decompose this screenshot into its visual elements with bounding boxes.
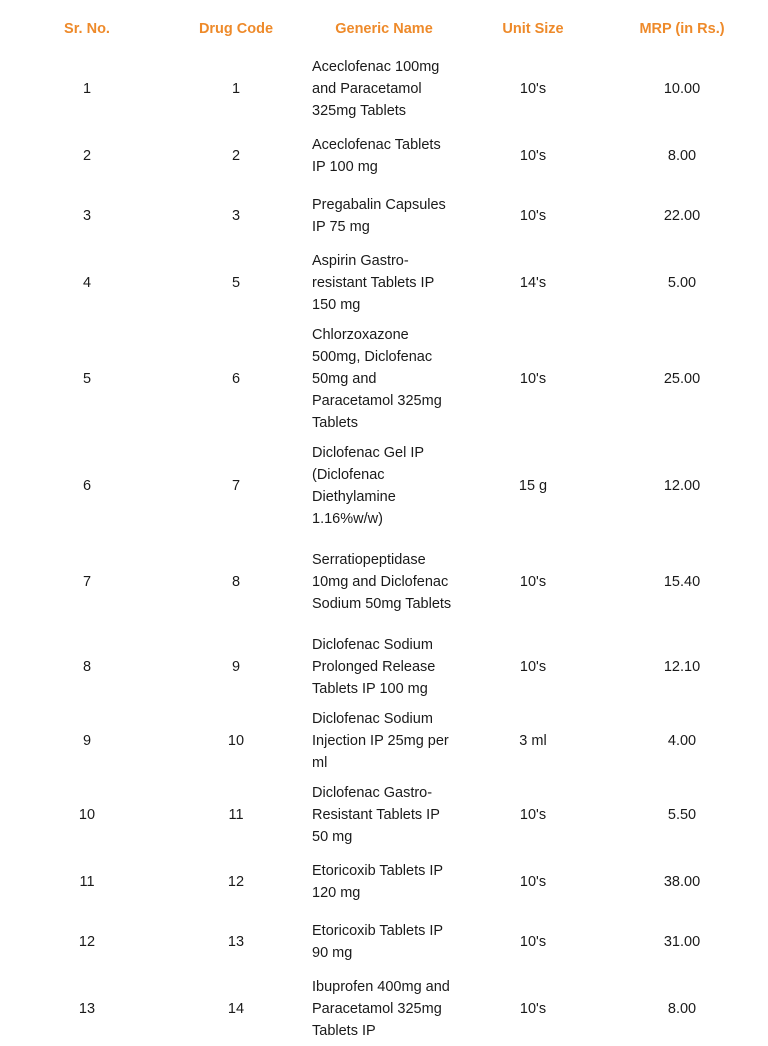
cell-unit-size: 10's [519, 371, 547, 387]
cell-generic-name: Etoricoxib Tablets IP 90 mg [312, 923, 443, 961]
cell-generic-name: Aceclofenac 100mg and Paracetamol 325mg Tablets [312, 59, 440, 119]
cell-sr-no: 12 [78, 934, 96, 950]
header-mrp: MRP (in Rs.) [639, 21, 725, 37]
cell-sr-no: 8 [82, 659, 92, 675]
cell-mrp: 5.00 [667, 275, 697, 291]
cell-unit-size: 10's [519, 208, 547, 224]
table-body [12, 52, 756, 1046]
cell-drug-code: 6 [231, 371, 241, 387]
cell-sr-no: 2 [82, 148, 92, 164]
table-row [12, 852, 756, 912]
cell-mrp: 4.00 [667, 733, 697, 749]
cell-drug-code: 11 [228, 807, 244, 823]
cell-drug-code: 12 [227, 874, 245, 890]
table-row [12, 534, 756, 630]
cell-drug-code: 1 [231, 81, 241, 97]
table-row [12, 630, 756, 704]
table-header-row [12, 14, 756, 52]
table-row [12, 52, 756, 126]
header-generic-name: Generic Name [335, 21, 433, 37]
cell-mrp: 8.00 [667, 148, 697, 164]
cell-unit-size: 15 g [518, 478, 548, 494]
cell-unit-size: 10's [519, 934, 547, 950]
cell-generic-name: Diclofenac Gel IP (Diclofenac Diethylamine 1.16%w/w) [312, 445, 424, 527]
cell-drug-code: 2 [231, 148, 241, 164]
cell-sr-no: 5 [82, 371, 92, 387]
cell-generic-name: Diclofenac Sodium Prolonged Release Tablets IP 100 mg [312, 637, 436, 697]
cell-sr-no: 13 [78, 1001, 96, 1017]
header-sr-no: Sr. No. [64, 21, 110, 37]
cell-generic-name: Etoricoxib Tablets IP 120 mg [312, 863, 443, 901]
cell-generic-name: Serratiopeptidase 10mg and Diclofenac Sodium 50mg Tablets [312, 552, 452, 612]
cell-mrp: 22.00 [663, 208, 701, 224]
cell-mrp: 38.00 [663, 874, 701, 890]
table-row [12, 126, 756, 186]
cell-drug-code: 14 [227, 1001, 245, 1017]
cell-sr-no: 10 [78, 807, 96, 823]
cell-generic-name: Aspirin Gastro-resistant Tablets IP 150 mg [312, 253, 434, 313]
table-row [12, 912, 756, 972]
cell-drug-code: 9 [231, 659, 241, 675]
table-row [12, 972, 756, 1046]
table-row [12, 246, 756, 320]
cell-generic-name: Aceclofenac Tablets IP 100 mg [312, 137, 441, 175]
table-row [12, 704, 756, 778]
drug-price-table [12, 14, 756, 1046]
cell-mrp: 5.50 [667, 807, 697, 823]
cell-sr-no: 4 [82, 275, 92, 291]
cell-generic-name: Pregabalin Capsules IP 75 mg [312, 197, 446, 235]
cell-drug-code: 10 [227, 733, 245, 749]
cell-unit-size: 3 ml [519, 733, 547, 749]
cell-sr-no: 7 [82, 574, 92, 590]
cell-mrp: 25.00 [663, 371, 701, 387]
table-row [12, 320, 756, 438]
cell-drug-code: 13 [227, 934, 245, 950]
cell-sr-no: 9 [82, 733, 92, 749]
cell-sr-no: 1 [82, 81, 92, 97]
cell-drug-code: 5 [231, 275, 241, 291]
cell-generic-name: Diclofenac Gastro-Resistant Tablets IP 50 mg [312, 785, 440, 845]
cell-unit-size: 10's [519, 874, 547, 890]
cell-unit-size: 10's [519, 1001, 547, 1017]
cell-drug-code: 8 [231, 574, 241, 590]
header-unit-size: Unit Size [502, 21, 564, 37]
cell-generic-name: Chlorzoxazone 500mg, Diclofenac 50mg and Paracetamol 325mg Tablets [312, 327, 442, 431]
cell-unit-size: 10's [519, 148, 547, 164]
cell-mrp: 31.00 [663, 934, 701, 950]
cell-drug-code: 3 [231, 208, 241, 224]
cell-unit-size: 10's [519, 574, 547, 590]
cell-mrp: 8.00 [667, 1001, 697, 1017]
cell-mrp: 12.10 [663, 659, 701, 675]
cell-drug-code: 7 [231, 478, 241, 494]
cell-mrp: 15.40 [663, 574, 701, 590]
cell-mrp: 12.00 [663, 478, 701, 494]
cell-sr-no: 6 [82, 478, 92, 494]
cell-unit-size: 10's [519, 659, 547, 675]
cell-generic-name: Ibuprofen 400mg and Paracetamol 325mg Tablets IP [312, 979, 450, 1039]
cell-mrp: 10.00 [663, 81, 701, 97]
header-drug-code: Drug Code [198, 21, 274, 37]
cell-unit-size: 10's [519, 81, 547, 97]
table-row [12, 438, 756, 534]
cell-unit-size: 14's [519, 275, 547, 291]
cell-sr-no: 3 [82, 208, 92, 224]
table-row [12, 186, 756, 246]
cell-sr-no: 11 [79, 874, 95, 890]
cell-generic-name: Diclofenac Sodium Injection IP 25mg per ml [312, 711, 449, 771]
table-row [12, 778, 756, 852]
cell-unit-size: 10's [519, 807, 547, 823]
